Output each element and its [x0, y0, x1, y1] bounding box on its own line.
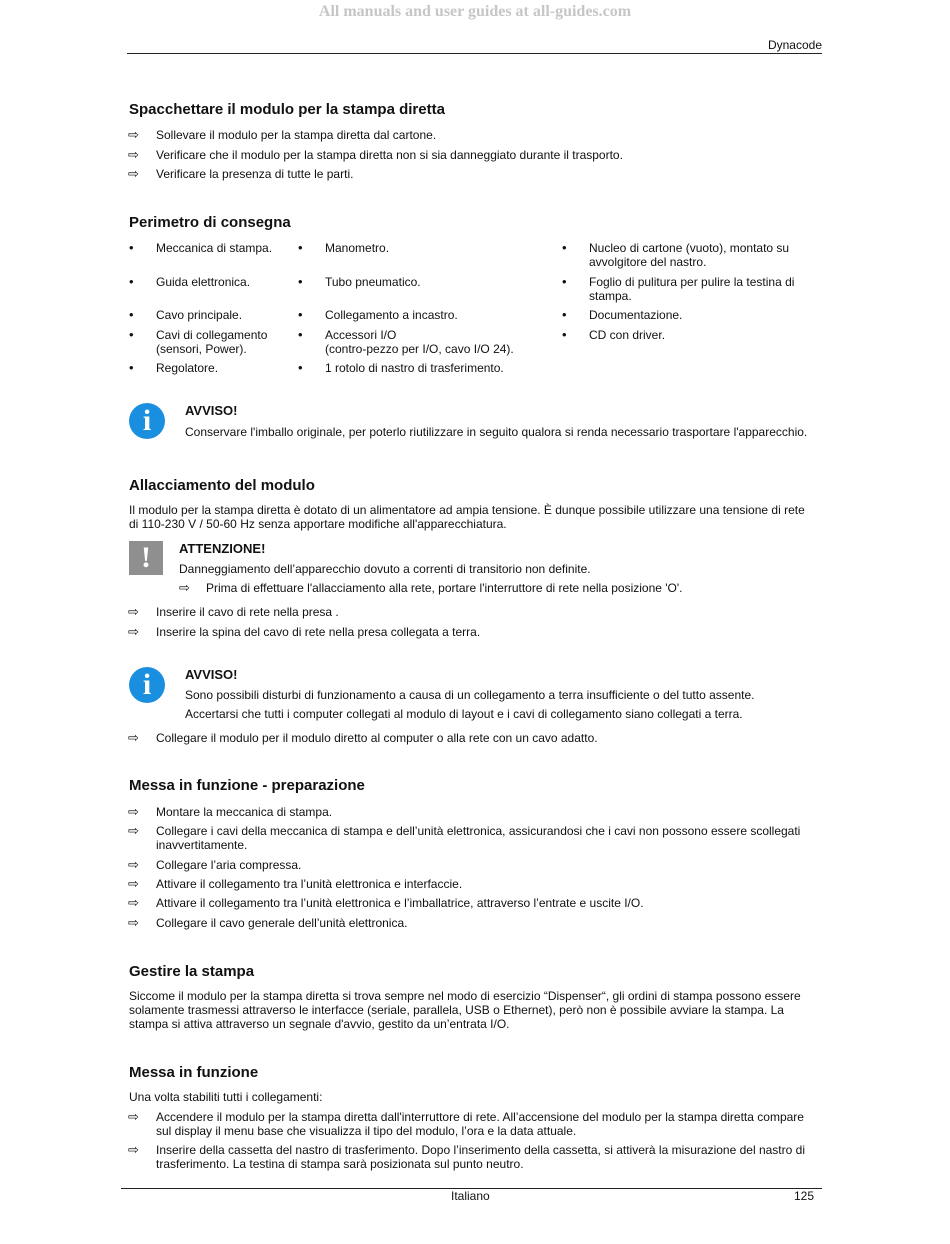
bullet-icon: • — [129, 307, 134, 322]
bullet-icon: • — [298, 240, 303, 255]
delivery-item-cont: stampa. — [589, 289, 632, 303]
bullet-icon: • — [298, 327, 303, 342]
bullet-icon: • — [562, 327, 567, 342]
arrow-icon: ⇨ — [128, 1109, 139, 1124]
delivery-item: Foglio di pulitura per pulire la testina di — [589, 275, 795, 289]
arrow-icon: ⇨ — [128, 876, 139, 891]
arrow-icon: ⇨ — [128, 857, 139, 872]
notice-text: Accertarsi che tutti i computer collegati al modulo di layout e i cavi di collegamento siano collegati a terra. — [185, 707, 743, 721]
arrow-icon: ⇨ — [128, 730, 139, 745]
arrow-icon: ⇨ — [128, 1142, 139, 1157]
arrow-icon: ⇨ — [128, 915, 139, 930]
bullet-icon: • — [129, 240, 134, 255]
arrow-icon: ⇨ — [179, 580, 190, 595]
notice-text: Conservare l'imballo originale, per poterlo riutilizzare in seguito qualora si renda necessario trasportare l'apparecchio. — [185, 425, 808, 439]
notice-title: AVVISO! — [185, 667, 238, 682]
bullet-icon: • — [562, 307, 567, 322]
paragraph-line: Una volta stabiliti tutti i collegamenti: — [129, 1090, 323, 1104]
warning-title: ATTENZIONE! — [179, 541, 266, 556]
arrow-icon: ⇨ — [128, 804, 139, 819]
bullet-icon: • — [298, 307, 303, 322]
footer-page-number: 125 — [794, 1189, 815, 1203]
info-icon: i — [129, 667, 165, 703]
paragraph-line: stampa si attiva attraverso un segnale d'avvio, gestito da un’entrata I/O. — [129, 1017, 510, 1031]
delivery-item: Documentazione. — [589, 308, 683, 322]
delivery-item: Cavo principale. — [156, 308, 243, 322]
step-text: Inserire la spina del cavo di rete nella presa collegata a terra. — [156, 625, 481, 639]
arrow-icon: ⇨ — [128, 147, 139, 162]
step-text: Sollevare il modulo per la stampa diretta dal cartone. — [156, 128, 437, 142]
paragraph-line: Il modulo per la stampa diretta è dotato di un alimentatore ad ampia tensione. È dunque possibile utilizzare una tensione di rete — [129, 503, 805, 517]
step-text: Inserire della cassetta del nastro di trasferimento. Dopo l’inserimento della cassetta, si attiverà la misurazione del nastro di — [156, 1143, 805, 1157]
step-text: Collegare l’aria compressa. — [156, 858, 302, 872]
step-text: Collegare il modulo per il modulo diretto al computer o alla rete con un cavo adatto. — [156, 731, 598, 745]
info-icon: i — [129, 403, 165, 439]
section-title-startup: Messa in funzione — [129, 1064, 259, 1081]
warning-icon: ! — [129, 541, 163, 575]
arrow-icon: ⇨ — [128, 604, 139, 619]
paragraph-line: Siccome il modulo per la stampa diretta si trova sempre nel modo di esercizio “Dispenser“, gli ordini di stampa possono essere — [129, 989, 801, 1003]
warning-text: Danneggiamento dell’apparecchio dovuto a correnti di transitorio non definite. — [179, 562, 591, 576]
step-text: Attivare il collegamento tra l’unità elettronica e interfaccie. — [156, 877, 463, 891]
delivery-item: Manometro. — [325, 241, 390, 255]
section-title-print: Gestire la stampa — [129, 963, 255, 980]
step-text: Attivare il collegamento tra l’unità elettronica e l’imballatrice, attraverso l’entrate e uscite I/O. — [156, 896, 644, 910]
step-text: Collegare il cavo generale dell’unità elettronica. — [156, 916, 408, 930]
step-text: Verificare che il modulo per la stampa diretta non si sia danneggiato durante il trasporto. — [156, 148, 623, 162]
step-text: Collegare i cavi della meccanica di stampa e dell’unità elettronica, assicurandosi che i cavi non possono essere scollegati — [156, 824, 801, 838]
bullet-icon: • — [562, 240, 567, 255]
notice-text: Sono possibili disturbi di funzionamento a causa di un collegamento a terra insufficiente o del tutto assente. — [185, 688, 755, 702]
step-text: Accendere il modulo per la stampa diretta dall'interruttore di rete. All’accensione del modulo per la stampa diretta compare — [156, 1110, 804, 1124]
step-text: Montare la meccanica di stampa. — [156, 805, 333, 819]
delivery-item: Cavi di collegamento — [156, 328, 268, 342]
delivery-item-cont: (contro-pezzo per I/O, cavo I/O 24). — [325, 342, 514, 356]
delivery-item: Nucleo di cartone (vuoto), montato su — [589, 241, 790, 255]
footer-language: Italiano — [451, 1189, 490, 1203]
bullet-icon: • — [562, 274, 567, 289]
section-title-connection: Allacciamento del modulo — [129, 477, 315, 494]
bullet-icon: • — [298, 360, 303, 375]
paragraph-line: di 110-230 V / 50-60 Hz senza apportare modifiche all'apparecchiatura. — [129, 517, 507, 531]
arrow-icon: ⇨ — [128, 823, 139, 838]
step-text: Verificare la presenza di tutte le parti. — [156, 167, 354, 181]
step-text-cont: sul display il menu base che visualizza il tipo del modulo, l’ora e la data attuale. — [156, 1124, 577, 1138]
delivery-item-cont: avvolgitore del nastro. — [589, 255, 707, 269]
bullet-icon: • — [129, 327, 134, 342]
section-title-delivery: Perimetro di consegna — [129, 214, 291, 231]
bullet-icon: • — [129, 360, 134, 375]
delivery-item: Guida elettronica. — [156, 275, 251, 289]
header-rule — [127, 53, 822, 54]
delivery-item: Regolatore. — [156, 361, 219, 375]
step-text-cont: trasferimento. La testina di stampa sarà posizionata sul punto neutro. — [156, 1157, 524, 1171]
delivery-item-cont: (sensori, Power). — [156, 342, 247, 356]
section-title-unpack: Spacchettare il modulo per la stampa diretta — [129, 101, 445, 118]
header-brand: Dynacode — [767, 38, 822, 52]
arrow-icon: ⇨ — [128, 895, 139, 910]
bullet-icon: • — [298, 274, 303, 289]
warning-step: Prima di effettuare l'allacciamento alla rete, portare l'interruttore di rete nella posizione 'O'. — [206, 581, 683, 595]
step-text: Inserire il cavo di rete nella presa . — [156, 605, 339, 619]
bullet-icon: • — [129, 274, 134, 289]
step-text-cont: inavvertitamente. — [156, 838, 248, 852]
arrow-icon: ⇨ — [128, 127, 139, 142]
delivery-item: CD con driver. — [589, 328, 666, 342]
section-title-prep: Messa in funzione - preparazione — [129, 777, 365, 794]
delivery-item: Meccanica di stampa. — [156, 241, 273, 255]
delivery-item: Collegamento a incastro. — [325, 308, 458, 322]
paragraph-line: solamente trasmessi attraverso le interfacce (seriale, parallela, USB o Ethernet), però non è possibile avviare la stampa. La — [129, 1003, 784, 1017]
delivery-item: 1 rotolo di nastro di trasferimento. — [325, 361, 504, 375]
watermark: All manuals and user guides at all-guides.com — [318, 3, 632, 20]
delivery-item: Tubo pneumatico. — [325, 275, 421, 289]
notice-title: AVVISO! — [185, 403, 238, 418]
arrow-icon: ⇨ — [128, 166, 139, 181]
arrow-icon: ⇨ — [128, 624, 139, 639]
delivery-item: Accessori I/O — [325, 328, 397, 342]
